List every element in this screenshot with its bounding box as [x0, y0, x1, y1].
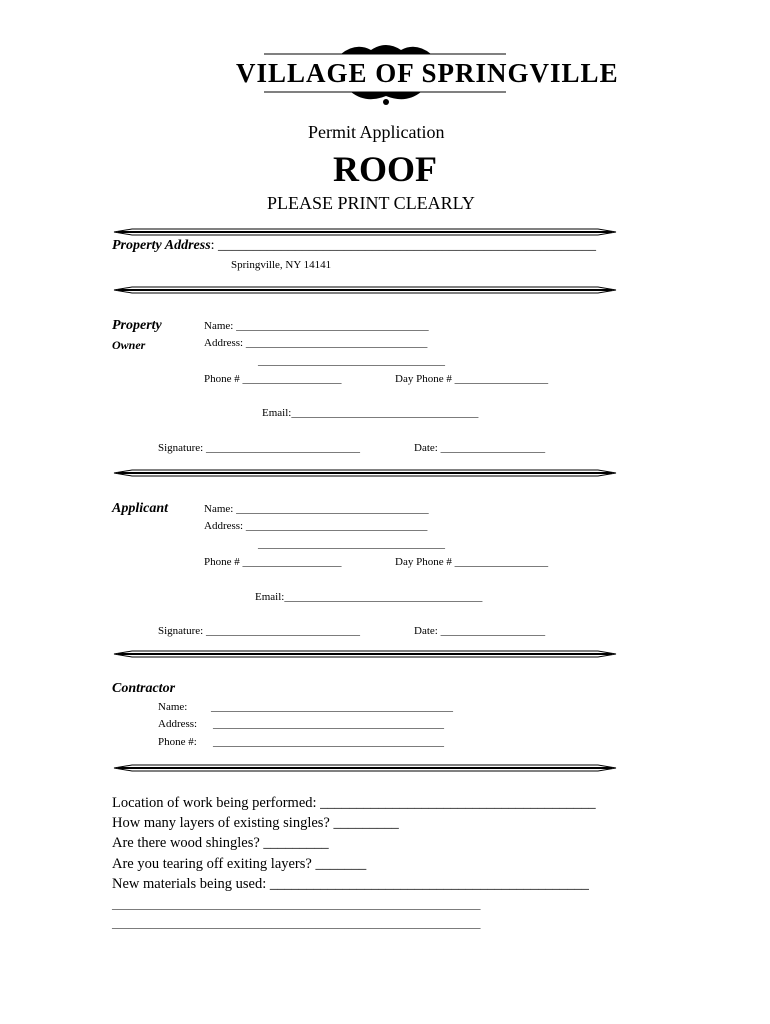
page-title: ROOF: [333, 149, 437, 189]
property-address-row: [112, 238, 596, 254]
owner-address-line2[interactable]: __________________________________: [258, 355, 445, 367]
contractor-section-label: Contractor: [112, 681, 176, 696]
applicant-phone-field[interactable]: Phone # __________________: [204, 556, 342, 568]
subtitle: Permit Application: [308, 122, 445, 142]
owner-phone-field[interactable]: Phone # __________________: [204, 373, 342, 385]
question-wood-shingles[interactable]: Are there wood shingles? _________: [112, 835, 329, 851]
applicant-date-field[interactable]: Date: ___________________: [414, 625, 546, 637]
contractor-phone-field[interactable]: __________________________________________: [213, 736, 444, 748]
applicant-email-field[interactable]: Email:____________________________________: [255, 591, 483, 603]
owner-section-label: Property: [112, 318, 162, 333]
contractor-name-field[interactable]: ____________________________________________: [211, 701, 453, 713]
materials-line-2[interactable]: ___________________________________________________________________: [112, 918, 481, 930]
owner-email-field[interactable]: Email:__________________________________: [262, 407, 479, 419]
property-city: Springville, NY 14141: [231, 259, 332, 271]
owner-date-field[interactable]: Date: ___________________: [414, 442, 546, 454]
question-layers[interactable]: How many layers of existing singles? _________: [112, 815, 399, 831]
divider: [112, 469, 618, 477]
owner-address-field[interactable]: Address: _________________________________: [204, 337, 428, 349]
owner-signature-field[interactable]: Signature: ____________________________: [158, 442, 360, 454]
contractor-address-label: Address:: [158, 718, 198, 730]
print-instruction: PLEASE PRINT CLEARLY: [267, 193, 475, 213]
applicant-name-field[interactable]: Name: ___________________________________: [204, 503, 429, 515]
owner-name-field[interactable]: Name: ___________________________________: [204, 320, 429, 332]
property-address-label: Property Address: [112, 238, 211, 253]
applicant-address-line2[interactable]: __________________________________: [258, 538, 445, 550]
owner-section-sublabel: Owner: [112, 338, 146, 352]
question-tearing-off[interactable]: Are you tearing off exiting layers? _______: [112, 856, 367, 872]
divider: [112, 650, 618, 658]
property-address-field[interactable]: : ______________________________________________________: [210, 238, 597, 253]
divider: [112, 286, 618, 294]
question-new-materials[interactable]: New materials being used: ____________________________________________: [112, 876, 589, 892]
logo-text: VILLAGE OF SPRINGVILLE: [236, 58, 619, 88]
owner-day-phone-field[interactable]: Day Phone # _________________: [395, 373, 549, 385]
contractor-address-field[interactable]: __________________________________________: [213, 718, 444, 730]
applicant-day-phone-field[interactable]: Day Phone # _________________: [395, 556, 549, 568]
applicant-address-field[interactable]: Address: _________________________________: [204, 520, 428, 532]
contractor-name-label: Name:: [158, 701, 188, 713]
question-location[interactable]: Location of work being performed: ______________________________________: [112, 795, 596, 811]
contractor-phone-label: Phone #:: [158, 736, 197, 748]
applicant-signature-field[interactable]: Signature: ____________________________: [158, 625, 360, 637]
divider: [112, 228, 618, 236]
materials-line-1[interactable]: ___________________________________________________________________: [112, 899, 481, 911]
applicant-section-label: Applicant: [112, 501, 169, 516]
divider: [112, 764, 618, 772]
village-logo: [236, 40, 619, 110]
